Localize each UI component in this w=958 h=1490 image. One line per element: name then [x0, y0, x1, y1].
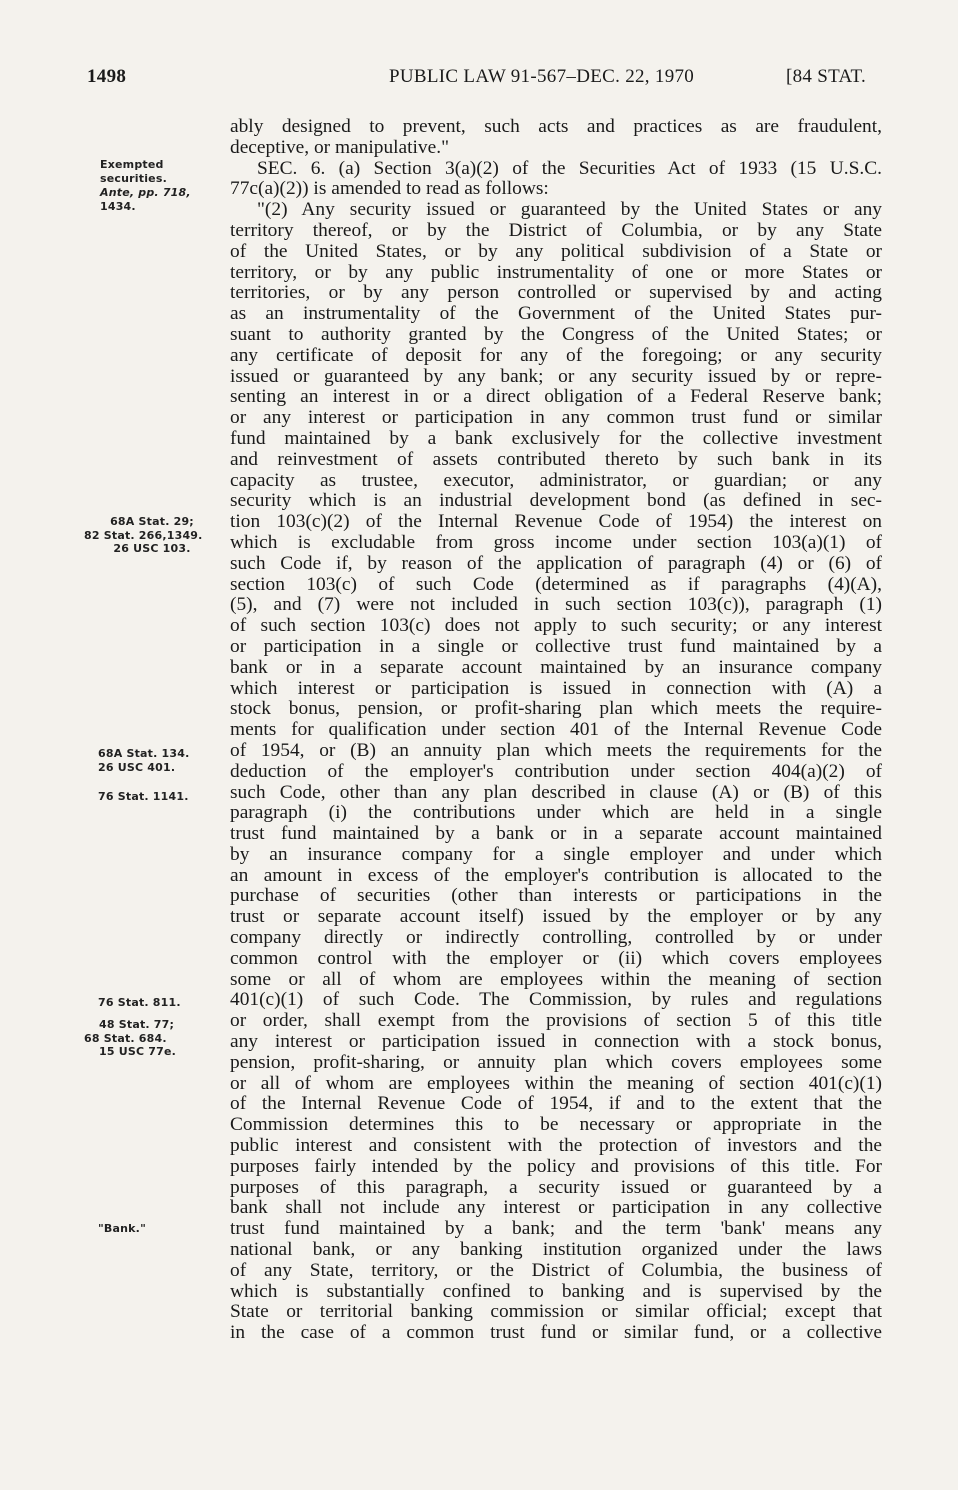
margin-note-line: 82 Stat. 266,1349. — [84, 528, 203, 542]
text-line: such Code, other than any plan described in clause (A) or (B) of this — [230, 782, 882, 803]
margin-note-line: 26 USC 401. — [98, 760, 176, 774]
margin-note-line: 68A Stat. 134. — [98, 747, 190, 760]
margin-note-line: "Bank." — [98, 1222, 146, 1235]
text-line: ably designed to prevent, such acts and practices as are fraudulent, — [230, 117, 882, 137]
text-line: security which is an industrial development bond (as defined in sec- — [230, 491, 882, 512]
margin-note-line: 76 Stat. 1141. — [98, 790, 189, 803]
margin-note-ref-2 — [98, 747, 189, 774]
text-line: public interest and consistent with the protection of investors and the — [230, 1136, 882, 1157]
margin-note-line: Ante, pp. 718, — [100, 186, 191, 199]
margin-note-line: Exempted — [100, 158, 164, 171]
page-title: PUBLIC LAW 91-567–DEC. 22, 1970 — [389, 66, 695, 87]
text-line: SEC. 6. (a) Section 3(a)(2) of the Securities Act of 1933 (15 U.S.C. — [257, 158, 882, 179]
text-line: or order, shall exempt from the provisions of section 5 of this title — [230, 1011, 882, 1032]
text-line: State or territorial banking commission or similar official; except that — [230, 1302, 882, 1323]
text-line: territory thereof, or by the District of Columbia, or by any State — [230, 220, 882, 241]
text-line: "(2) Any security issued or guaranteed by the United States or any — [257, 200, 882, 221]
text-line: issued or guaranteed by any bank; or any security issued by or repre- — [230, 366, 882, 387]
margin-note-ante — [100, 186, 191, 213]
margin-note-ref-1 — [84, 515, 220, 556]
text-line: of any State, territory, or the District of Columbia, the business of — [230, 1260, 882, 1281]
text-line — [230, 1386, 882, 1407]
margin-note-line: 48 Stat. 77; — [99, 1018, 175, 1031]
text-line: Commission determines this to be necessary or appropriate in the — [230, 1115, 882, 1136]
text-line: ments for qualification under section 401 of the Internal Revenue Code — [230, 720, 882, 741]
stat-reference: [84 STAT. — [786, 66, 866, 87]
margin-note-bank — [98, 1222, 146, 1236]
margin-note-line: 68A Stat. 29; — [110, 515, 194, 528]
text-line: trust fund maintained by a bank or in a separate account maintained — [230, 824, 882, 845]
text-line: such Code if, by reason of the application of paragraph (4) or (6) of — [230, 553, 882, 574]
text-line: territory, or by any public instrumentality of one or more States or — [230, 262, 882, 283]
text-line: paragraph (i) the contributions under which are held in a single — [230, 803, 882, 824]
text-line: which interest or participation is issued in connection with (A) a — [230, 678, 882, 699]
text-line: territories, or by any person controlled or supervised by and acting — [230, 283, 882, 304]
text-line: section 103(c) of such Code (determined as if paragraphs (4)(A), — [230, 574, 882, 595]
text-line: fund maintained by a bank exclusively for the collective investment — [230, 428, 882, 449]
margin-note-line: 15 USC 77e. — [99, 1045, 177, 1058]
text-line: bank or in a separate account maintained by an insurance company — [230, 657, 882, 678]
margin-note-ref-4 — [98, 996, 181, 1010]
text-line: 77c(a)(2)) is amended to read as follows: — [230, 179, 549, 200]
text-line: some or all of whom are employees within the meaning of section — [230, 969, 882, 990]
text-line: of the United States, or by any political subdivision of a State or — [230, 241, 882, 262]
text-line: or any interest or participation in any common trust fund or similar — [230, 408, 882, 429]
text-line: capacity as trustee, executor, administrator, or guardian; or any — [230, 470, 882, 491]
text-line — [230, 1344, 882, 1365]
text-line: purposes of this paragraph, a security issued or guaranteed by a — [230, 1177, 882, 1198]
text-line: an amount in excess of the employer's contribution is allocated to the — [230, 865, 882, 886]
text-line: of 1954, or (B) an annuity plan which meets the requirements for the — [230, 740, 882, 761]
text-line: pension, profit-sharing, or annuity plan which covers employees some — [230, 1052, 882, 1073]
text-line: and reinvestment of assets contributed thereto by such bank in its — [230, 449, 882, 470]
statute-body-text — [230, 117, 882, 1490]
text-line: of such section 103(c) does not apply to such security; or any interest — [230, 616, 882, 637]
text-line: trust fund maintained by a bank; and the term 'bank' means any — [230, 1219, 882, 1240]
text-line: trust or separate account itself) issued by the employer or by any — [230, 907, 882, 928]
text-line: stock bonus, pension, or profit-sharing plan which meets the require- — [230, 699, 882, 720]
text-line: as an instrumentality of the Government of the United States pur- — [230, 304, 882, 325]
margin-note-ref-3 — [98, 790, 189, 804]
text-line: purchase of securities (other than interests or participations in the — [230, 886, 882, 907]
margin-note-exempted — [100, 158, 167, 185]
text-line: which is substantially confined to banking and is supervised by the — [230, 1281, 882, 1302]
text-line: purposes fairly intended by the policy and provisions of this title. For — [230, 1156, 882, 1177]
text-line: which is excludable from gross income under section 103(a)(1) of — [230, 532, 882, 553]
text-line: (5), and (7) were not included in such section 103(c)), paragraph (1) — [230, 595, 882, 616]
text-line: suant to authority granted by the Congress of the United States; or — [230, 324, 882, 345]
text-line — [230, 1469, 882, 1490]
text-line: or participation in a single or collective trust fund maintained by a — [230, 636, 882, 657]
text-line — [230, 1365, 882, 1386]
text-line: senting an interest in or a direct obligation of a Federal Reserve bank; — [230, 387, 882, 408]
text-line: bank shall not include any interest or participation in any collective — [230, 1198, 882, 1219]
text-line: or all of whom are employees within the meaning of section 401(c)(1) — [230, 1073, 882, 1094]
page-number: 1498 — [87, 66, 127, 87]
margin-note-ref-5 — [84, 1018, 220, 1059]
margin-note-line: 26 USC 103. — [113, 542, 191, 555]
margin-note-line: 76 Stat. 811. — [98, 996, 181, 1009]
margin-note-line: 1434. — [100, 199, 136, 213]
text-line: 401(c)(1) of such Code. The Commission, by rules and regulations — [230, 990, 882, 1011]
text-line — [230, 1427, 882, 1448]
text-line: any interest or participation issued in connection with a stock bonus, — [230, 1032, 882, 1053]
text-line: deceptive, or manipulative." — [230, 137, 449, 158]
text-line: in the case of a common trust fund or similar fund, or a collective — [230, 1323, 882, 1344]
text-line — [230, 1448, 882, 1469]
text-line: national bank, or any banking institution organized under the laws — [230, 1240, 882, 1261]
text-line: tion 103(c)(2) of the Internal Revenue Code of 1954) the interest on — [230, 512, 882, 533]
text-line — [230, 1406, 882, 1427]
text-line: common control with the employer or (ii) which covers employees — [230, 948, 882, 969]
text-line: of the Internal Revenue Code of 1954, if and to the extent that the — [230, 1094, 882, 1115]
margin-note-line: 68 Stat. 684. — [84, 1031, 167, 1045]
margin-note-line: securities. — [100, 171, 167, 185]
text-line: company directly or indirectly controlling, controlled by or under — [230, 928, 882, 949]
text-line: deduction of the employer's contribution under section 404(a)(2) of — [230, 761, 882, 782]
text-line: by an insurance company for a single employer and under which — [230, 844, 882, 865]
text-line: any certificate of deposit for any of the foregoing; or any security — [230, 345, 882, 366]
